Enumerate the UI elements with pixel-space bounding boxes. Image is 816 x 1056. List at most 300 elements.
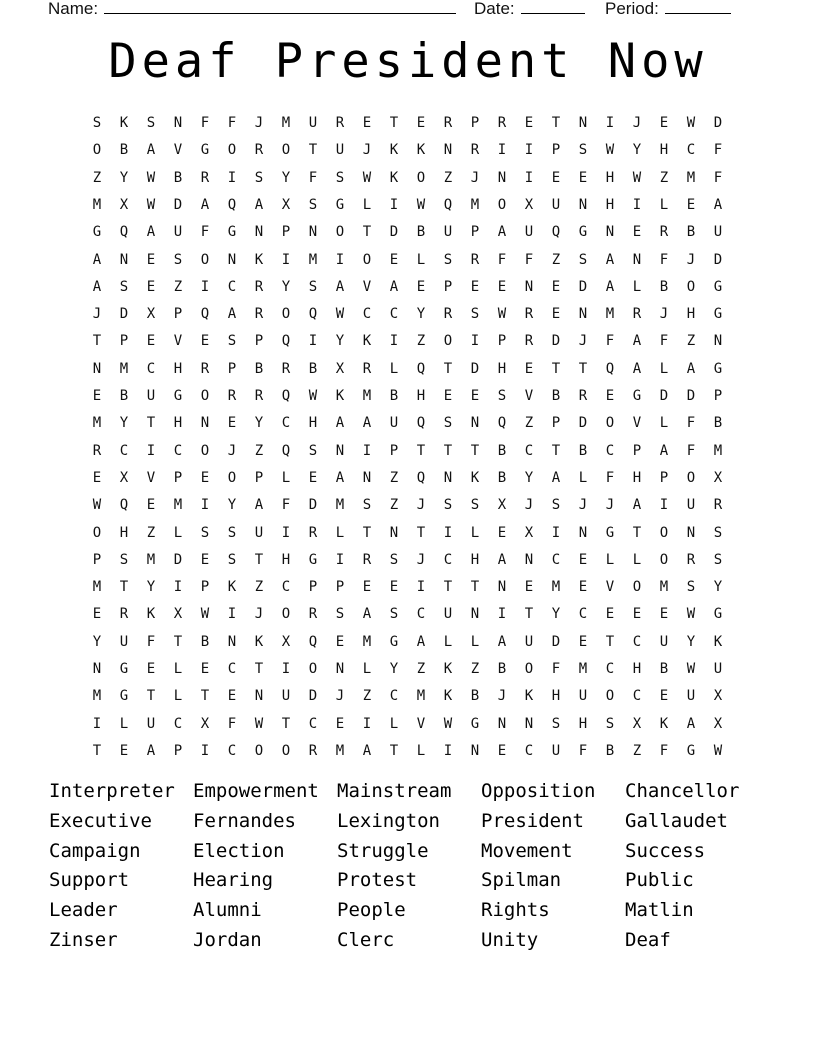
grid-letter: I: [470, 333, 480, 350]
grid-letter: V: [416, 715, 426, 732]
grid-letter: N: [92, 360, 102, 377]
grid-letter: E: [578, 551, 588, 568]
grid-letter: X: [281, 196, 291, 213]
grid-letter: Q: [497, 415, 507, 432]
grid-letter: U: [308, 115, 318, 131]
grid-letter: B: [551, 388, 561, 404]
grid-letter: D: [686, 388, 696, 404]
grid-letter: Q: [416, 360, 426, 377]
grid-letter: N: [470, 415, 480, 432]
grid-letter: E: [632, 606, 642, 623]
grid-letter: T: [254, 551, 264, 568]
grid-letter: N: [362, 469, 372, 486]
grid-letter: J: [605, 497, 615, 514]
grid-letter: F: [308, 169, 318, 186]
grid-letter: S: [335, 169, 345, 186]
grid-letter: P: [173, 742, 183, 759]
word-bank-item: Zinser: [49, 929, 118, 951]
grid-letter: A: [605, 278, 615, 295]
grid-letter: A: [335, 469, 345, 486]
grid-letter: M: [578, 661, 588, 677]
grid-letter: Q: [443, 196, 453, 213]
grid-letter: S: [551, 497, 561, 514]
grid-letter: Z: [254, 579, 264, 596]
grid-letter: N: [713, 333, 723, 350]
word-bank-item: Campaign: [49, 839, 141, 862]
grid-letter: F: [200, 224, 210, 241]
grid-letter: S: [173, 251, 183, 268]
grid-letter: G: [686, 742, 696, 759]
grid-letter: E: [146, 251, 156, 268]
grid-letter: Z: [416, 661, 426, 677]
grid-letter: D: [551, 333, 561, 350]
grid-letter: U: [389, 415, 399, 432]
grid-letter: Y: [713, 579, 723, 596]
grid-letter: J: [497, 688, 507, 705]
grid-letter: N: [686, 524, 696, 541]
word-bank-item: Struggle: [337, 839, 429, 862]
grid-letter: X: [524, 196, 534, 213]
grid-letter: R: [254, 142, 264, 159]
grid-letter: T: [200, 688, 210, 705]
grid-letter: O: [227, 469, 237, 486]
grid-letter: N: [578, 306, 588, 323]
grid-letter: T: [443, 442, 453, 459]
grid-letter: O: [659, 524, 669, 541]
grid-letter: X: [119, 469, 129, 486]
word-bank-item: Protest: [337, 869, 418, 892]
grid-letter: U: [335, 142, 345, 159]
grid-letter: S: [578, 142, 588, 159]
grid-letter: A: [335, 415, 345, 432]
grid-letter: V: [362, 278, 372, 295]
grid-letter: J: [335, 688, 345, 705]
grid-letter: H: [281, 551, 291, 568]
grid-letter: P: [443, 278, 453, 295]
grid-letter: S: [389, 606, 399, 623]
grid-letter: E: [227, 415, 237, 432]
grid-letter: N: [308, 224, 318, 241]
grid-letter: C: [578, 606, 588, 623]
grid-letter: L: [362, 661, 372, 677]
grid-letter: O: [281, 742, 291, 759]
word-bank-item: Leader: [49, 899, 118, 922]
grid-letter: Q: [281, 333, 291, 350]
grid-letter: I: [200, 278, 210, 295]
grid-letter: I: [146, 442, 156, 459]
grid-letter: K: [389, 169, 399, 186]
grid-letter: W: [335, 306, 345, 323]
grid-letter: C: [524, 742, 534, 759]
grid-letter: T: [551, 442, 561, 459]
grid-letter: T: [146, 415, 156, 432]
grid-letter: U: [281, 688, 291, 705]
grid-letter: Y: [416, 306, 426, 323]
grid-letter: E: [416, 278, 426, 295]
grid-letter: S: [713, 551, 723, 568]
grid-letter: R: [254, 306, 264, 323]
grid-letter: E: [659, 606, 669, 623]
grid-letter: E: [524, 579, 534, 596]
grid-letter: R: [632, 306, 642, 323]
grid-letter: E: [551, 169, 561, 186]
grid-letter: E: [146, 497, 156, 514]
grid-letter: H: [551, 688, 561, 705]
grid-letter: E: [524, 115, 534, 131]
grid-letter: B: [659, 661, 669, 677]
page-title: Deaf President Now: [108, 34, 708, 89]
period-line[interactable]: [665, 0, 731, 14]
word-bank-item: Empowerment: [193, 780, 319, 802]
grid-letter: F: [146, 633, 156, 650]
grid-letter: W: [254, 715, 264, 732]
grid-letter: T: [632, 524, 642, 541]
grid-letter: A: [632, 333, 642, 350]
grid-letter: E: [524, 360, 534, 377]
student-info-header: [48, 0, 748, 21]
grid-letter: T: [578, 360, 588, 377]
grid-letter: A: [254, 196, 264, 213]
grid-letter: P: [470, 224, 480, 241]
grid-letter: T: [443, 360, 453, 377]
grid-letter: R: [308, 742, 318, 759]
grid-letter: S: [92, 115, 102, 131]
date-label: Date:: [474, 0, 515, 18]
grid-letter: M: [335, 497, 345, 514]
grid-letter: C: [551, 551, 561, 568]
grid-letter: Z: [389, 469, 399, 486]
word-bank-item: Interpreter: [49, 780, 175, 802]
grid-letter: Z: [92, 169, 102, 186]
grid-letter: V: [632, 415, 642, 432]
grid-letter: P: [92, 551, 102, 568]
grid-letter: S: [308, 442, 318, 459]
grid-letter: U: [713, 224, 723, 241]
period-field[interactable]: [605, 0, 731, 19]
grid-letter: A: [227, 306, 237, 323]
grid-letter: S: [497, 388, 507, 404]
grid-letter: L: [173, 524, 183, 541]
grid-letter: Y: [524, 469, 534, 486]
grid-letter: B: [497, 661, 507, 677]
grid-letter: N: [524, 551, 534, 568]
grid-letter: P: [713, 388, 723, 404]
grid-letter: K: [146, 606, 156, 623]
grid-letter: C: [308, 715, 318, 732]
grid-letter: T: [173, 633, 183, 650]
name-field[interactable]: [48, 0, 456, 19]
grid-letter: R: [119, 606, 129, 623]
grid-letter: T: [362, 224, 372, 241]
word-bank-item: Support: [49, 869, 130, 892]
grid-letter: L: [281, 469, 291, 486]
period-label: Period:: [605, 0, 659, 18]
grid-letter: Q: [416, 469, 426, 486]
word-bank-item: Matlin: [625, 899, 694, 922]
grid-letter: N: [497, 169, 507, 186]
word-bank-item: People: [337, 899, 406, 922]
grid-letter: C: [281, 415, 291, 432]
grid-letter: Z: [254, 442, 264, 459]
grid-letter: H: [605, 196, 615, 213]
grid-letter: E: [497, 742, 507, 759]
grid-letter: B: [578, 442, 588, 459]
grid-letter: M: [335, 742, 345, 759]
grid-letter: C: [281, 579, 291, 596]
grid-letter: E: [92, 469, 102, 486]
grid-letter: C: [632, 688, 642, 705]
grid-letter: R: [281, 360, 291, 377]
grid-letter: U: [254, 524, 264, 541]
grid-letter: M: [281, 115, 291, 131]
word-bank-item: Movement: [481, 839, 573, 862]
grid-letter: I: [605, 115, 615, 131]
grid-letter: E: [470, 278, 480, 295]
grid-letter: R: [443, 115, 453, 131]
grid-letter: R: [578, 388, 588, 404]
grid-letter: F: [578, 742, 588, 759]
grid-letter: D: [308, 688, 318, 705]
grid-letter: I: [227, 606, 237, 623]
grid-letter: J: [254, 606, 264, 623]
grid-letter: E: [92, 606, 102, 623]
grid-letter: J: [227, 442, 237, 459]
grid-letter: A: [92, 278, 102, 295]
grid-letter: I: [362, 715, 372, 732]
grid-letter: N: [119, 251, 129, 268]
grid-letter: O: [227, 142, 237, 159]
grid-letter: Y: [119, 169, 129, 186]
grid-letter: W: [200, 606, 210, 623]
grid-letter: W: [713, 742, 723, 759]
grid-letter: N: [497, 715, 507, 732]
grid-letter: O: [605, 415, 615, 432]
grid-letter: L: [173, 661, 183, 677]
grid-letter: W: [686, 661, 696, 677]
grid-letter: R: [308, 524, 318, 541]
grid-letter: U: [119, 633, 129, 650]
grid-letter: U: [443, 606, 453, 623]
grid-letter: B: [686, 224, 696, 241]
word-bank-item: Public: [625, 869, 694, 892]
grid-letter: O: [605, 688, 615, 705]
grid-letter: I: [200, 742, 210, 759]
grid-letter: T: [551, 360, 561, 377]
grid-letter: S: [308, 278, 318, 295]
grid-letter: Q: [281, 388, 291, 404]
grid-letter: F: [659, 251, 669, 268]
grid-letter: L: [416, 251, 426, 268]
grid-letter: N: [497, 579, 507, 596]
grid-letter: O: [281, 606, 291, 623]
word-bank-item: Success: [625, 839, 706, 862]
grid-letter: P: [254, 333, 264, 350]
grid-letter: E: [686, 196, 696, 213]
grid-letter: B: [470, 688, 480, 705]
grid-letter: P: [551, 415, 561, 432]
grid-letter: H: [686, 306, 696, 323]
grid-letter: Q: [308, 633, 318, 650]
grid-letter: T: [254, 661, 264, 677]
grid-letter: I: [551, 524, 561, 541]
grid-letter: T: [605, 633, 615, 650]
grid-letter: J: [416, 497, 426, 514]
grid-letter: L: [632, 278, 642, 295]
grid-letter: P: [254, 469, 264, 486]
grid-letter: W: [146, 169, 156, 186]
grid-letter: X: [632, 715, 642, 732]
grid-letter: D: [173, 551, 183, 568]
grid-letter: K: [659, 715, 669, 732]
grid-letter: L: [659, 360, 669, 377]
grid-letter: F: [659, 333, 669, 350]
grid-letter: I: [659, 497, 669, 514]
grid-letter: H: [578, 715, 588, 732]
grid-letter: E: [200, 551, 210, 568]
grid-letter: S: [146, 115, 156, 131]
grid-letter: Y: [551, 606, 561, 623]
grid-letter: T: [416, 524, 426, 541]
grid-letter: P: [659, 469, 669, 486]
grid-letter: U: [551, 742, 561, 759]
grid-letter: N: [389, 524, 399, 541]
grid-letter: Y: [335, 333, 345, 350]
grid-letter: I: [200, 497, 210, 514]
grid-letter: Y: [146, 579, 156, 596]
grid-letter: G: [713, 606, 723, 623]
grid-letter: L: [335, 524, 345, 541]
grid-letter: L: [362, 196, 372, 213]
grid-letter: W: [92, 497, 102, 514]
grid-letter: D: [578, 415, 588, 432]
grid-letter: E: [470, 388, 480, 404]
grid-letter: O: [200, 388, 210, 404]
grid-letter: O: [92, 142, 102, 159]
grid-letter: W: [308, 388, 318, 404]
grid-letter: K: [443, 688, 453, 705]
grid-letter: P: [389, 442, 399, 459]
grid-letter: R: [227, 388, 237, 404]
grid-letter: G: [308, 551, 318, 568]
grid-letter: B: [119, 388, 129, 404]
name-line[interactable]: [104, 0, 456, 14]
grid-letter: U: [713, 661, 723, 677]
grid-letter: A: [200, 196, 210, 213]
grid-letter: Y: [119, 415, 129, 432]
grid-letter: H: [308, 415, 318, 432]
grid-letter: R: [524, 333, 534, 350]
grid-letter: N: [92, 661, 102, 677]
grid-letter: J: [659, 306, 669, 323]
word-bank-item: Election: [193, 839, 285, 862]
grid-letter: T: [362, 524, 372, 541]
grid-letter: E: [659, 115, 669, 131]
grid-letter: K: [524, 688, 534, 705]
grid-letter: C: [443, 551, 453, 568]
grid-letter: X: [173, 606, 183, 623]
grid-letter: Y: [281, 278, 291, 295]
grid-letter: J: [578, 497, 588, 514]
grid-letter: F: [227, 715, 237, 732]
grid-letter: G: [173, 388, 183, 404]
grid-letter: O: [362, 251, 372, 268]
grid-letter: O: [686, 278, 696, 295]
grid-letter: F: [497, 251, 507, 268]
grid-letter: P: [470, 115, 480, 131]
grid-letter: N: [578, 196, 588, 213]
grid-letter: Y: [254, 415, 264, 432]
grid-letter: M: [362, 633, 372, 650]
grid-letter: O: [632, 579, 642, 596]
grid-letter: C: [632, 633, 642, 650]
grid-letter: G: [227, 224, 237, 241]
grid-letter: U: [443, 224, 453, 241]
grid-letter: E: [659, 688, 669, 705]
grid-letter: R: [254, 278, 264, 295]
grid-letter: B: [416, 224, 426, 241]
date-line[interactable]: [521, 0, 585, 14]
grid-letter: N: [443, 142, 453, 159]
grid-letter: Y: [632, 142, 642, 159]
grid-letter: O: [443, 333, 453, 350]
grid-letter: M: [551, 579, 561, 596]
grid-letter: G: [632, 388, 642, 404]
grid-letter: B: [308, 360, 318, 377]
grid-letter: B: [119, 142, 129, 159]
date-field[interactable]: [474, 0, 585, 19]
grid-letter: L: [389, 715, 399, 732]
grid-letter: X: [497, 497, 507, 514]
grid-letter: F: [659, 742, 669, 759]
grid-letter: O: [497, 196, 507, 213]
grid-letter: W: [632, 169, 642, 186]
word-bank-item: Chancellor: [625, 780, 740, 802]
grid-letter: S: [443, 415, 453, 432]
grid-letter: T: [119, 579, 129, 596]
grid-letter: A: [551, 469, 561, 486]
grid-letter: L: [443, 633, 453, 650]
grid-letter: G: [713, 360, 723, 377]
grid-letter: G: [92, 224, 102, 241]
grid-letter: F: [686, 442, 696, 459]
grid-letter: E: [497, 278, 507, 295]
grid-letter: A: [659, 442, 669, 459]
grid-letter: C: [686, 142, 696, 159]
grid-letter: N: [470, 606, 480, 623]
grid-letter: T: [389, 115, 399, 131]
grid-letter: E: [443, 388, 453, 404]
grid-letter: A: [686, 360, 696, 377]
grid-letter: E: [200, 661, 210, 677]
grid-letter: Z: [389, 497, 399, 514]
grid-letter: S: [443, 251, 453, 268]
grid-letter: X: [713, 469, 723, 486]
grid-letter: B: [659, 278, 669, 295]
grid-letter: I: [308, 333, 318, 350]
grid-letter: S: [578, 251, 588, 268]
grid-letter: M: [173, 497, 183, 514]
grid-letter: B: [497, 469, 507, 486]
grid-letter: C: [605, 442, 615, 459]
grid-letter: N: [227, 633, 237, 650]
grid-letter: C: [605, 661, 615, 677]
grid-letter: V: [173, 333, 183, 350]
grid-letter: R: [470, 251, 480, 268]
grid-letter: P: [281, 224, 291, 241]
grid-letter: N: [173, 115, 183, 131]
grid-letter: R: [335, 115, 345, 131]
grid-letter: W: [443, 715, 453, 732]
